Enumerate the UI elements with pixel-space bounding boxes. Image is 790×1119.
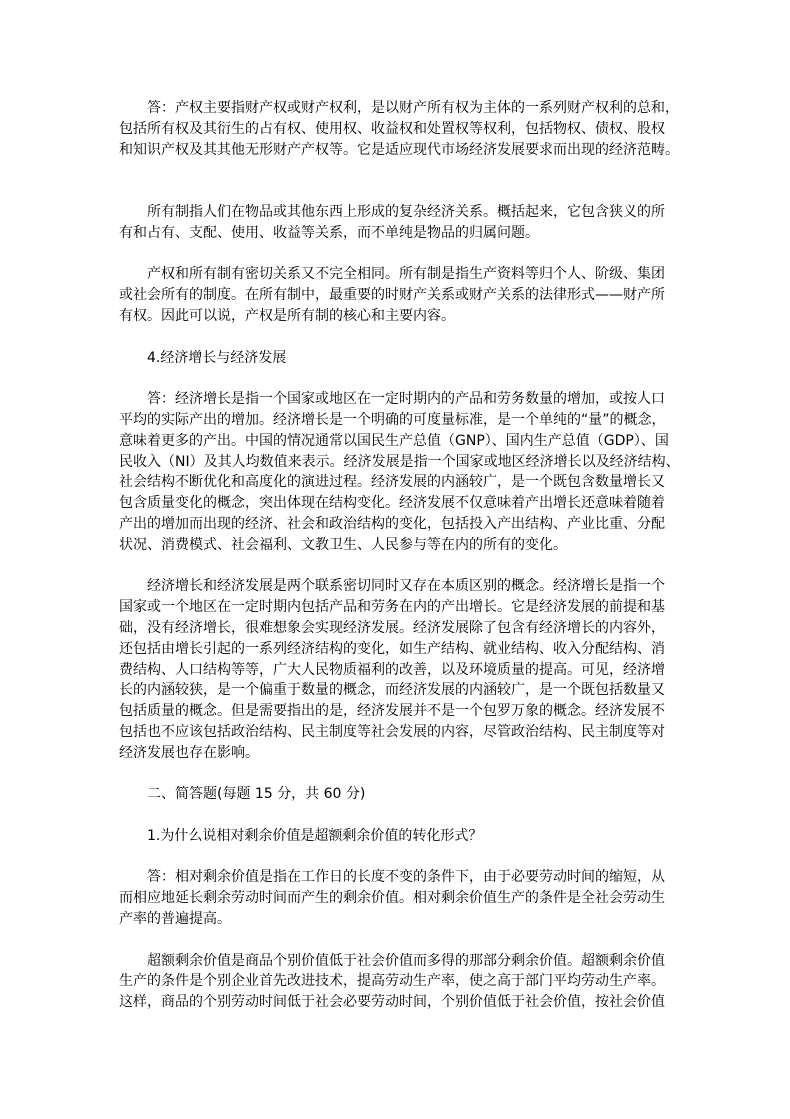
paragraph-growth-vs-development — [119, 576, 681, 763]
text-line: 社会结构不断优化和高度化的演进过程。经济发展的内涵较广，是一个既包含数量增长又 — [119, 474, 665, 491]
paragraph-property-vs-ownership — [119, 264, 681, 326]
text-line: 所有制指人们在物品或其他东西上形成的复杂经济关系。概括起来，它包含狭义的所 — [147, 203, 665, 220]
text-line: 长的内涵较狭，是一个偏重于数量的概念，而经济发展的内涵较广，是一个既包括数量又 — [119, 682, 665, 699]
document-page — [119, 98, 681, 1034]
heading-text: 二、简答题(每题 15 分，共 60 分) — [147, 786, 366, 803]
text-line: 产权和所有制有密切关系又不完全相同。所有制是指生产资料等归个人、阶级、集团 — [147, 266, 665, 283]
text-line: 民收入（NI）及其人均数值来表示。经济发展是指一个国家或地区经济增长以及经济结构、 — [119, 453, 680, 470]
text-line: 包括质量的概念。但是需要指出的是，经济发展并不是一个包罗万象的概念。经济发展不 — [119, 703, 665, 720]
text-line: 超额剩余价值是商品个别价值低于社会价值而多得的那部分剩余价值。超额剩余价值 — [147, 952, 665, 969]
text-line: 包括也不应该包括政治结构、民主制度等社会发展的内容，尽管政治结构、民主制度等对 — [119, 723, 665, 740]
text-line: 答：产权主要指财产权或财产权利，是以财产所有权为主体的一系列财产权利的总和， — [147, 100, 679, 116]
text-line: 状况、消费模式、社会福利、文教卫生、人民参与等在内的所有的变化。 — [119, 536, 567, 553]
text-line: 础，没有经济增长，很难想象会实现经济发展。经济发展除了包含有经济增长的内容外， — [119, 619, 665, 636]
paragraph-property-rights-answer — [119, 98, 681, 160]
text-line: 而相应地延长剩余劳动时间而产生的剩余价值。相对剩余价值生产的条件是全社会劳动生 — [119, 890, 665, 907]
question-heading-4 — [119, 348, 681, 369]
text-line: 这样，商品的个别劳动时间低于社会必要劳动时间，个别价值低于社会价值，按社会价值 — [119, 994, 665, 1011]
text-line: 经济发展也存在影响。 — [119, 744, 259, 761]
text-line: 国家或一个地区在一定时期内包括产品和劳务在内的产出增长。它是经济发展的前提和基 — [119, 599, 665, 616]
text-line: 还包括由增长引起的一系列经济结构的变化，如生产结构、就业结构、收入分配结构、消 — [119, 640, 665, 657]
text-line: 生产的条件是个别企业首先改进技术，提高劳动生产率，使之高于部门平均劳动生产率。 — [119, 973, 665, 990]
text-line: 费结构、人口结构等等，广大人民物质福利的改善，以及环境质量的提高。可见，经济增 — [119, 661, 665, 678]
text-line: 包含质量变化的概念，突出体现在结构变化。经济发展不仅意味着产出增长还意味着随着 — [119, 495, 665, 512]
text-line: 有权。因此可以说，产权是所有制的核心和主要内容。 — [119, 307, 455, 324]
text-line: 平均的实际产出的增加。经济增长是一个明确的可度量标准，是一个单纯的“量”的概念， — [119, 411, 666, 428]
paragraph-excess-surplus — [119, 951, 681, 1013]
heading-text: 4.经济增长与经济发展 — [147, 349, 287, 366]
text-line: 或社会所有的制度。在所有制中，最重要的时财产关系或财产关系的法律形式——财产所 — [119, 287, 665, 304]
text-line: 包括所有权及其衍生的占有权、使用权、收益权和处置权等权利，包括物权、债权、股权 — [119, 120, 665, 137]
text-line: 经济增长和经济发展是两个联系密切同时又存在本质区别的概念。经济增长是指一个 — [147, 578, 665, 595]
section-heading-short-answer — [119, 784, 681, 805]
text-line: 产率的普遍提高。 — [119, 911, 231, 928]
text-line: 有和占有、支配、使用、收益等关系，而不单纯是物品的归属问题。 — [119, 224, 539, 241]
text-line: 答：经济增长是指一个国家或地区在一定时期内的产品和劳务数量的增加，或按人口 — [147, 391, 665, 408]
question-heading-1 — [119, 826, 681, 847]
heading-text: 1.为什么说相对剩余价值是超额剩余价值的转化形式？ — [147, 827, 483, 844]
paragraph-relative-surplus-answer — [119, 867, 681, 929]
text-line: 和知识产权及其其他无形财产产权等。它是适应现代市场经济发展要求而出现的经济范畴。 — [119, 141, 679, 158]
paragraph-growth-answer — [119, 389, 681, 555]
text-line: 产出的增加而出现的经济、社会和政治结构的变化，包括投入产出结构、产业比重、分配 — [119, 515, 665, 532]
text-line: 意味着更多的产出。中国的情况通常以国民生产总值（GNP）、国内生产总值（GDP）、国 — [119, 432, 669, 449]
paragraph-ownership — [119, 202, 681, 244]
text-line: 答：相对剩余价值是指在工作日的长度不变的条件下，由于必要劳动时间的缩短，从 — [147, 869, 665, 886]
